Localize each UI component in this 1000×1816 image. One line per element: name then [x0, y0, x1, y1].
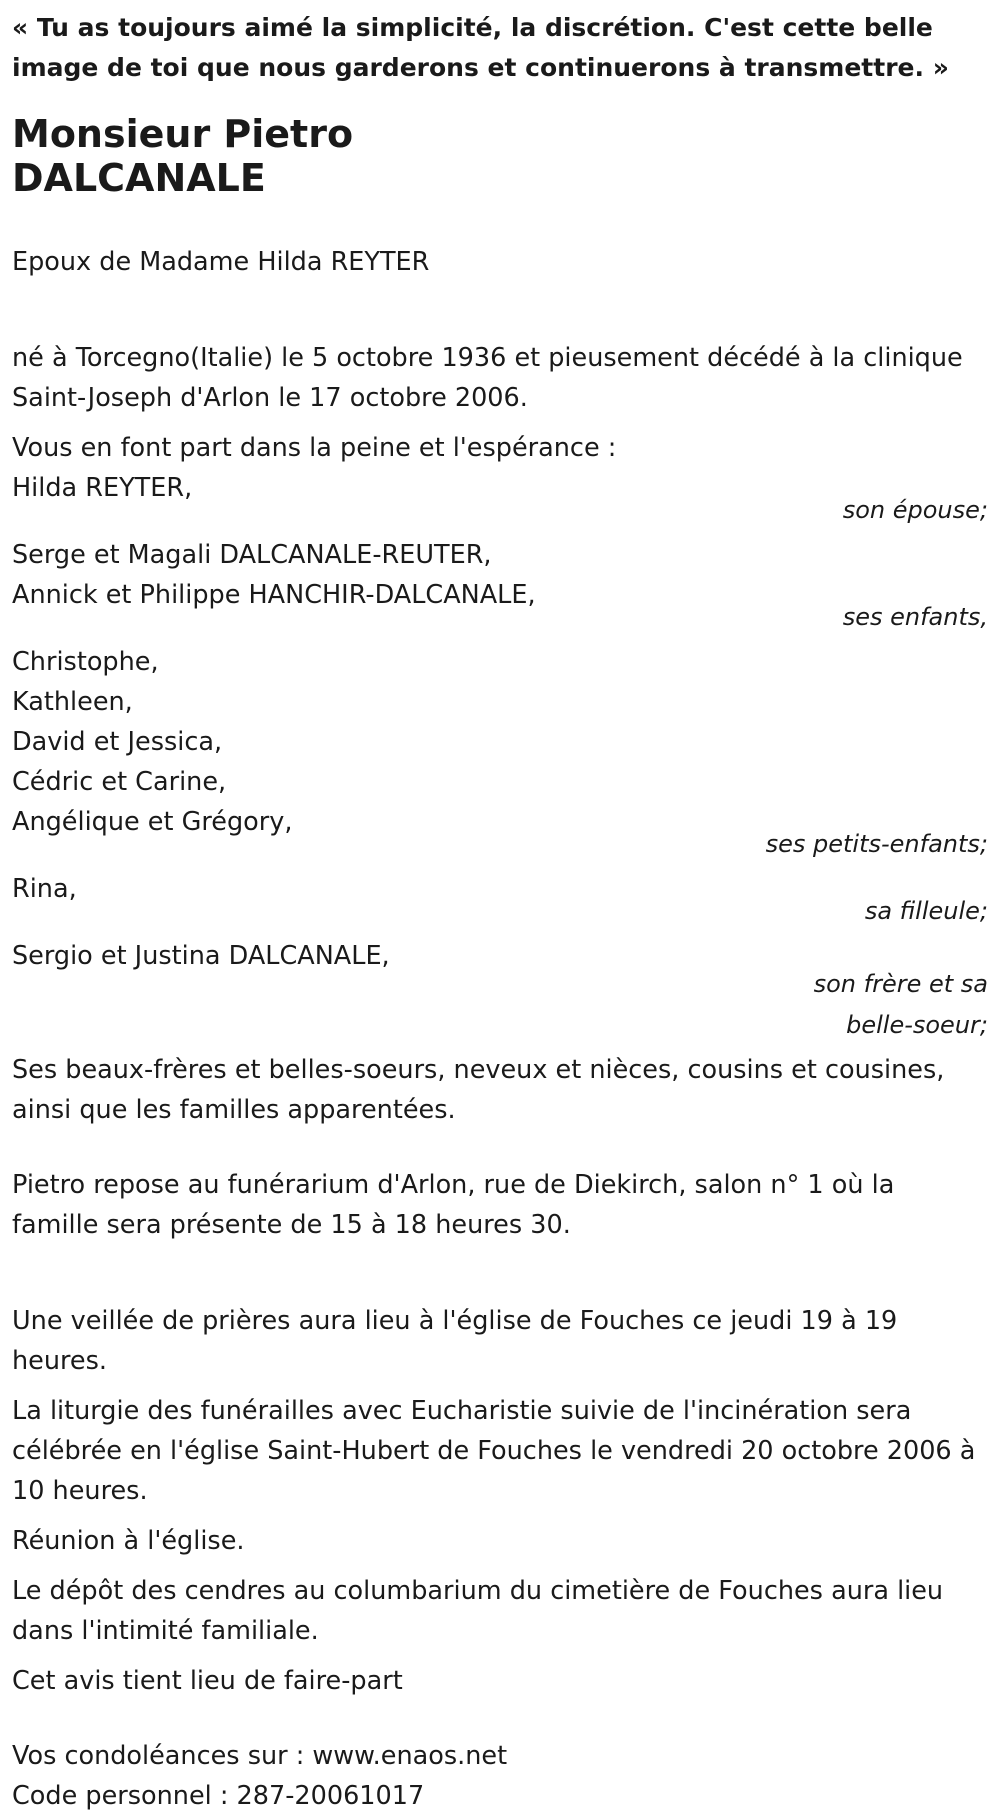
family-member: Annick et Philippe HANCHIR-DALCANALE, [12, 580, 536, 610]
extended-family-text: Ses beaux-frères et belles-soeurs, neveux et nièces, cousins et cousines, ainsi que les familles apparentées. [12, 1055, 945, 1125]
deceased-name [12, 112, 988, 200]
family-role: son épouse; [842, 496, 988, 524]
vigil-text: Une veillée de prières aura lieu à l'église de Fouches ce jeudi 19 à 19 heures. [12, 1306, 898, 1376]
family-member: Sergio et Justina DALCANALE, [12, 941, 390, 971]
birth-death-text: né à Torcegno(Italie) le 5 octobre 1936 et pieusement décédé à la clinique Saint-Joseph d'Arlon le 17 octobre 2006. [12, 343, 963, 413]
spouse-line: Epoux de Madame Hilda REYTER [12, 247, 430, 277]
family-member: Christophe, [12, 647, 159, 677]
personal-code-text: Code personnel : 287-20061017 [12, 1781, 425, 1811]
family-member: Rina, [12, 874, 77, 904]
notice-text: Cet avis tient lieu de faire-part [12, 1666, 403, 1696]
family-member: David et Jessica, [12, 727, 223, 757]
ashes-text: Le dépôt des cendres au columbarium du cimetière de Fouches aura lieu dans l'intimité familiale. [12, 1576, 944, 1646]
reunion-text: Réunion à l'église. [12, 1526, 245, 1556]
announce-intro: Vous en font part dans la peine et l'espérance : [12, 433, 617, 463]
deceased-name-line2: DALCANALE [12, 156, 266, 200]
deceased-name-line1: Monsieur Pietro [12, 112, 354, 156]
family-member: Cédric et Carine, [12, 767, 227, 797]
liturgy-text: La liturgie des funérailles avec Eucharistie suivie de l'incinération sera célébrée en l'église Saint-Hubert de Fouches le vendredi 20 octobre 2006 à 10 heures. [12, 1396, 976, 1506]
repose-text: Pietro repose au funérarium d'Arlon, rue de Diekirch, salon n° 1 où la famille sera présente de 15 à 18 heures 30. [12, 1170, 895, 1240]
family-role: ses petits-enfants; [765, 830, 988, 858]
family-member: Kathleen, [12, 687, 133, 717]
family-role: son frère et sa belle-soeur; [813, 970, 988, 1039]
family-group-grandchildren [12, 642, 988, 842]
family-role: ses enfants, [842, 603, 988, 631]
family-member: Angélique et Grégory, [12, 807, 293, 837]
family-role: sa filleule; [864, 897, 988, 925]
condolences-text: Vos condoléances sur : www.enaos.net [12, 1741, 508, 1771]
family-member: Hilda REYTER, [12, 473, 193, 503]
memorial-quote: « Tu as toujours aimé la simplicité, la discrétion. C'est cette belle image de toi que nous garderons et continuerons à transmettre. » [12, 13, 949, 82]
family-member: Serge et Magali DALCANALE-REUTER, [12, 540, 492, 570]
